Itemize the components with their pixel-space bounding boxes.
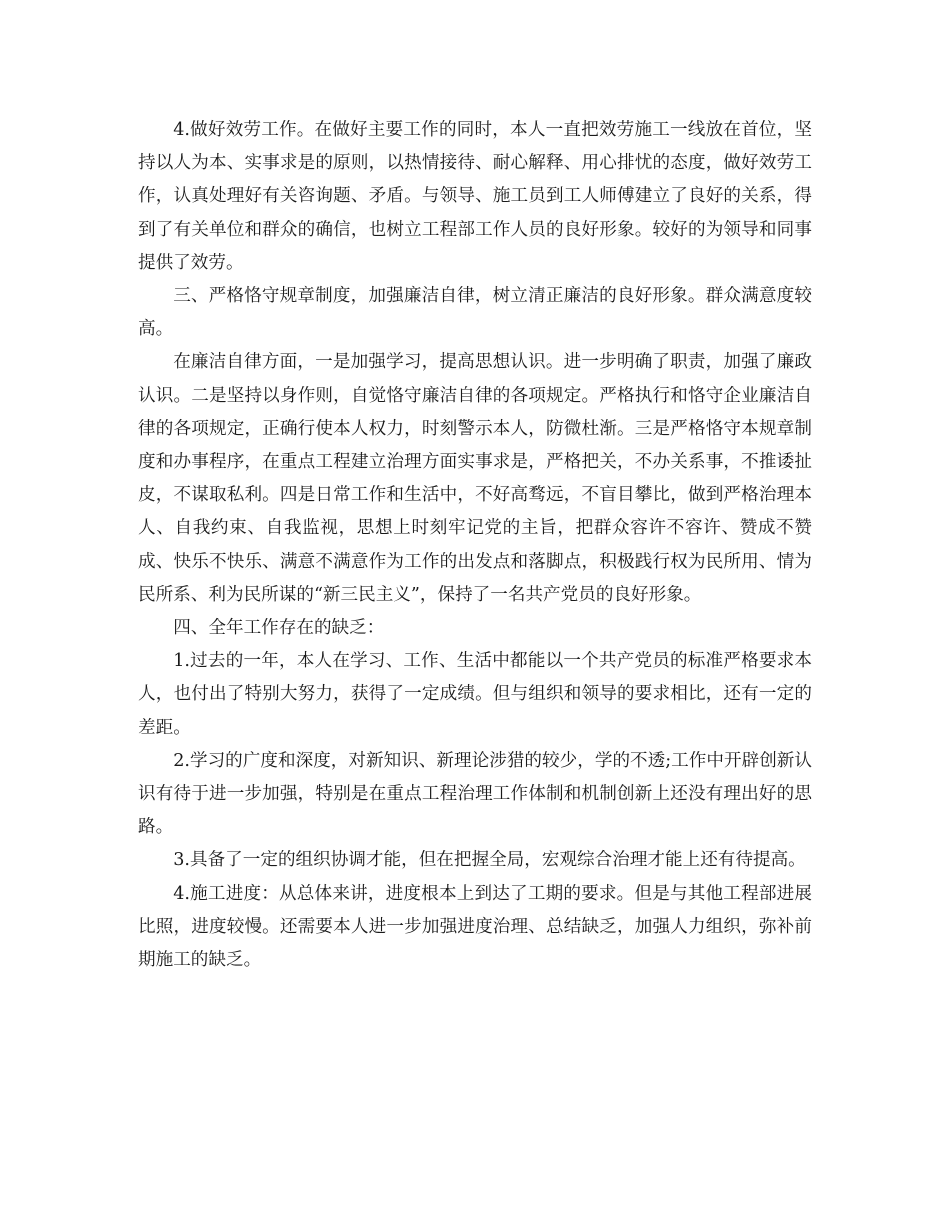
paragraph-shortcoming-3: 3.具备了一定的组织协调才能，但在把握全局，宏观综合治理才能上还有待提高。	[173, 850, 806, 871]
paragraph-shortcoming-2: 2.学习的广度和深度，对新知识、新理论涉猎的较少，学的不透;工作中开辟创新认识有待于进一步加强，特别是在重点工程治理工作体制和机制创新上还没有理出好的思路。	[138, 750, 812, 838]
heading-section-four: 四、全年工作存在的缺乏：	[173, 618, 385, 639]
paragraph-shortcoming-1: 1.过去的一年，本人在学习、工作、生活中都能以一个共产党员的标准严格要求本人，也付出了特别大努力，获得了一定成绩。但与组织和领导的要求相比，还有一定的差距。	[138, 651, 812, 738]
paragraph-shortcoming-4: 4.施工进度：从总体来讲，进度根本上到达了工期的要求。但是与其他工程部进展比照，进度较慢。还需要本人进一步加强进度治理、总结缺乏，加强人力组织，弥补前期施工的缺乏。	[138, 883, 812, 971]
document-body	[138, 114, 812, 977]
heading-section-three: 三、严格恪守规章制度，加强廉洁自律，树立清正廉洁的良好形象。群众满意度较高。	[138, 286, 812, 340]
paragraph-service-work: 4.做好效劳工作。在做好主要工作的同时，本人一直把效劳施工一线放在首位，坚持以人为本、实事求是的原则，以热情接待、耐心解释、用心排忧的态度，做好效劳工作，认真处理好有关咨询题、矛盾。与领导、施工员到工人师傅建立了良好的关系，得到了有关单位和群众的确信，也树立工程部工作人员的良好形象。较好的为领导和同事提供了效劳。	[138, 120, 812, 273]
paragraph-integrity: 在廉洁自律方面，一是加强学习，提高思想认识。进一步明确了职责，加强了廉政认识。二是坚持以身作则，自觉恪守廉洁自律的各项规定。严格执行和恪守企业廉洁自律的各项规定，正确行使本人权力，时刻警示本人，防微杜渐。三是严格恪守本规章制度和办事程序，在重点工程建立治理方面实事求是，严格把关，不办关系事，不推诿扯皮，不谋取私利。四是日常工作和生活中，不好高骛远，不盲目攀比，做到严格治理本人、自我约束、自我监视，思想上时刻牢记党的主旨，把群众容许不容许、赞成不赞成、快乐不快乐、满意不满意作为工作的出发点和落脚点，积极践行权为民所用、情为民所系、利为民所谋的“新三民主义”，保持了一名共产党员的良好形象。	[138, 352, 812, 605]
